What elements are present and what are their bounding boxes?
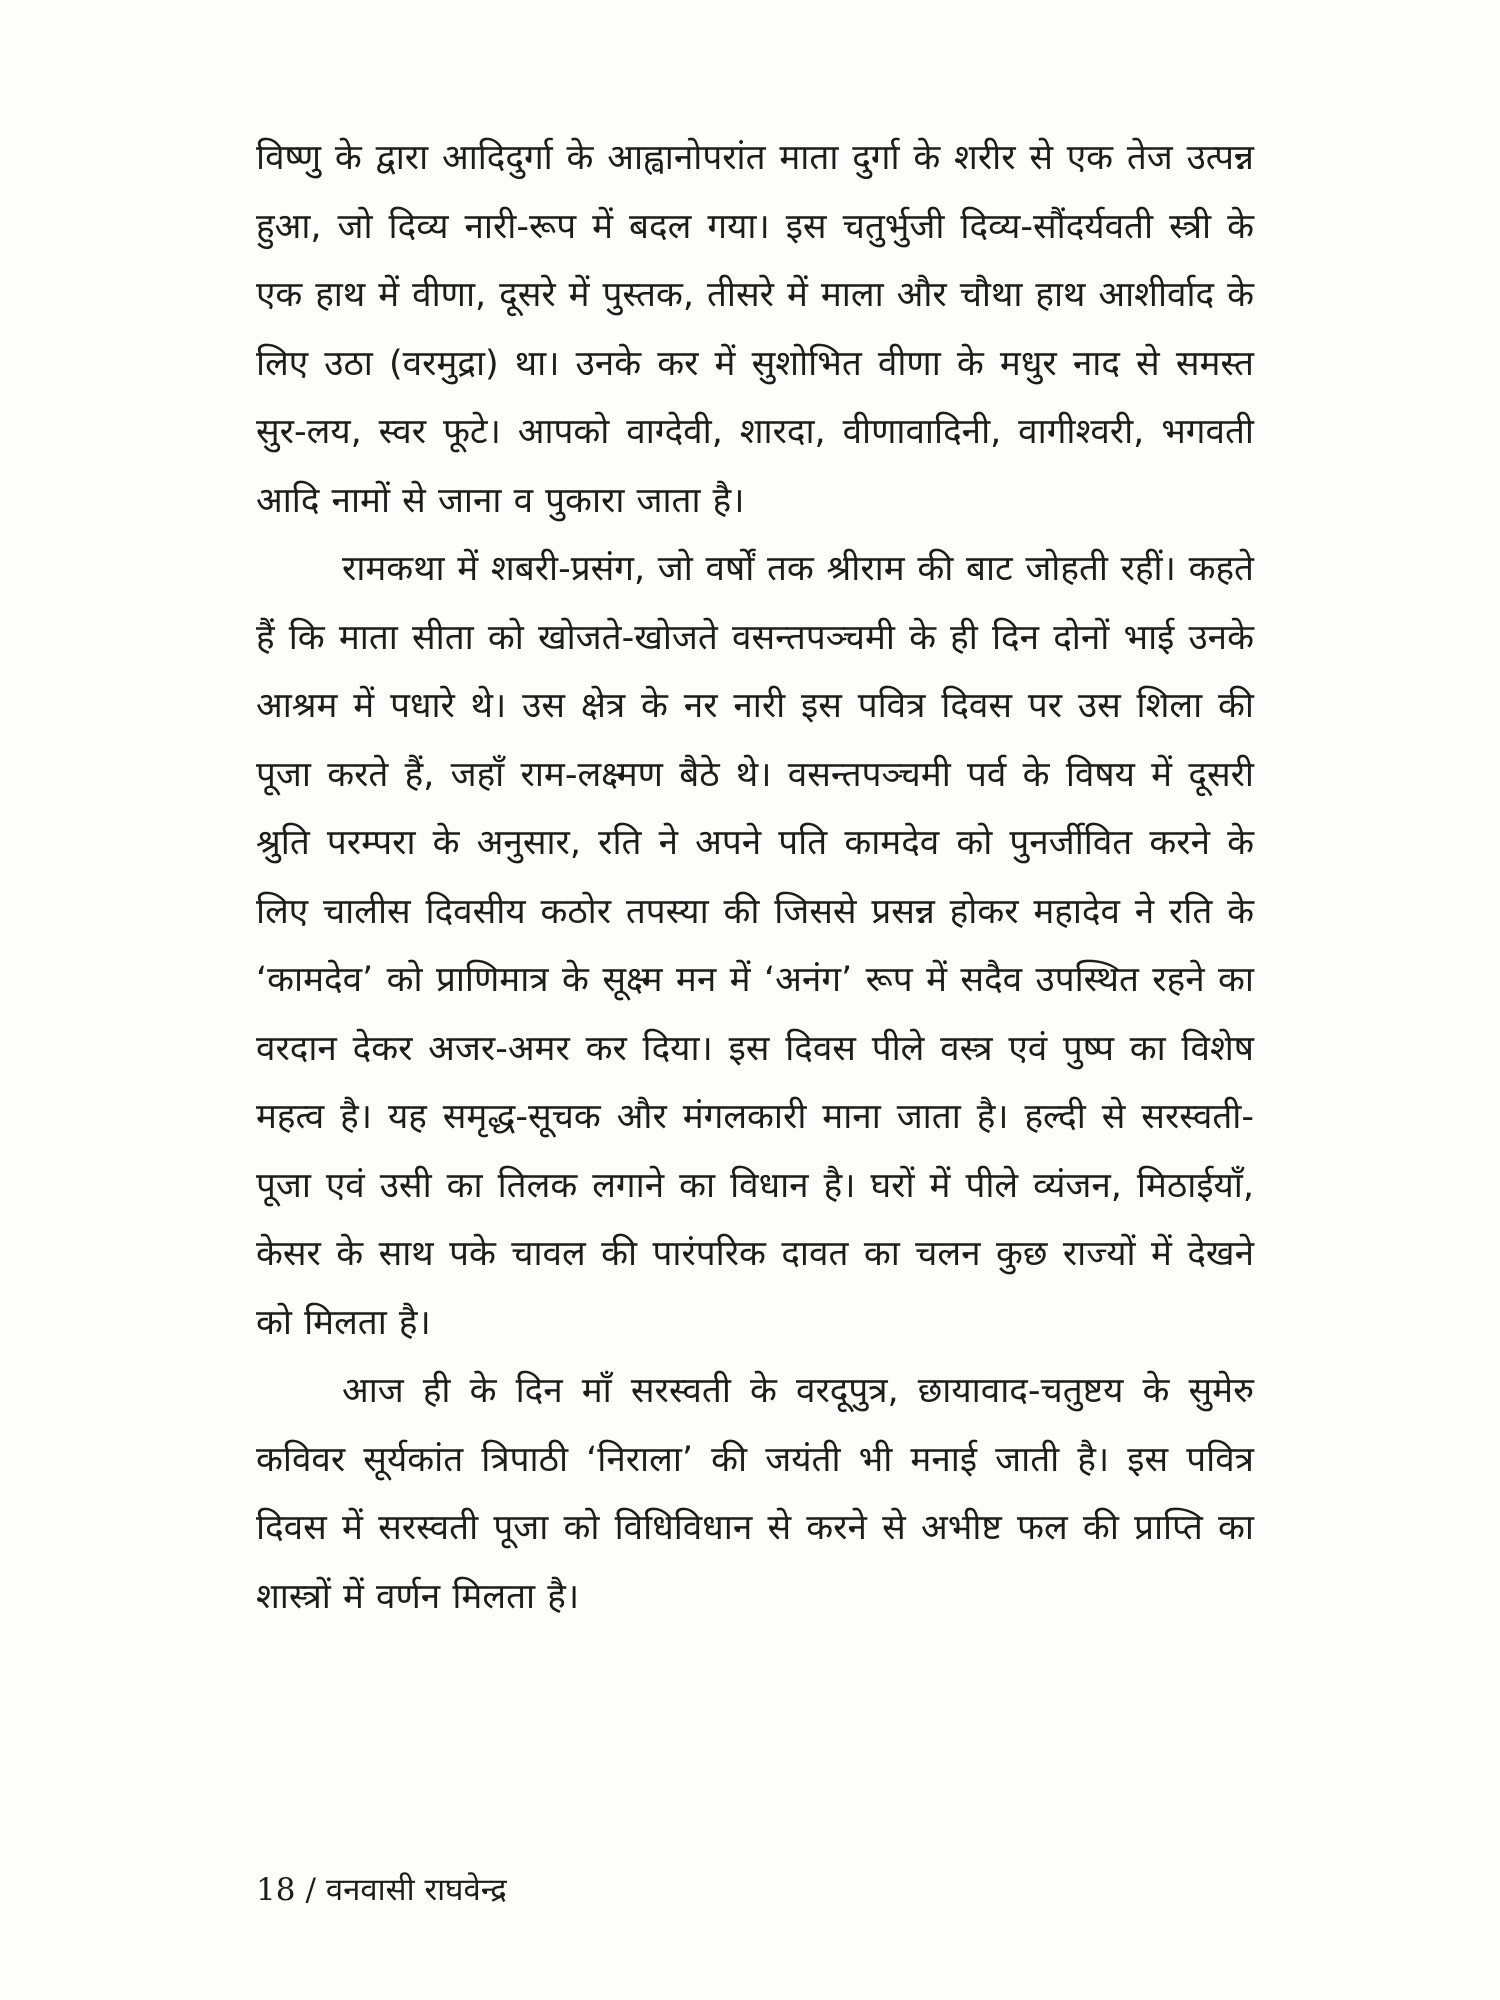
paragraph-3: आज ही के दिन माँ सरस्वती के वरदूपुत्र, छायावाद-चतुष्टय के सुमेरु कविवर सूर्यकांत त्रिपाठी ‘निराला’ की जयंती भी मनाई जाती है। इस पवित्र दिवस में सरस्वती पूजा को विधिविधान से करने से अभीष्ट फल की प्राप्ति का शास्त्रों में वर्णन मिलता है।	[256, 1371, 1254, 1617]
body-text	[256, 124, 1254, 1631]
paragraph-2: रामकथा में शबरी-प्रसंग, जो वर्षों तक श्रीराम की बाट जोहती रहीं। कहते हैं कि माता सीता को खोजते-खोजते वसन्तपञ्चमी के ही दिन दोनों भाई उनके आश्रम में पधारे थे। उस क्षेत्र के नर नारी इस पवित्र दिवस पर उस शिला की पूजा करते हैं, जहाँ राम-लक्ष्मण बैठे थे। वसन्तपञ्चमी पर्व के विषय में दूसरी श्रुति परम्परा के अनुसार, रति ने अपने पति कामदेव को पुनर्जीवित करने के लिए चालीस दिवसीय कठोर तपस्या की जिससे प्रसन्न होकर महादेव ने रति के ‘कामदेव’ को प्राणिमात्र के सूक्ष्म मन में ‘अनंग’ रूप में सदैव उपस्थित रहने का वरदान देकर अजर-अमर कर दिया। इस दिवस पीले वस्त्र एवं पुष्प का विशेष महत्व है। यह समृद्ध-सूचक और मंगलकारी माना जाता है। हल्दी से सरस्वती-पूजा एवं उसी का तिलक लगाने का विधान है। घरों में पीले व्यंजन, मिठाईयाँ, केसर के साथ पके चावल की पारंपरिक दावत का चलन कुछ राज्यों में देखने को मिलता है।	[256, 549, 1254, 1343]
book-title: वनवासी राघवेन्द्र	[325, 1872, 507, 1908]
footer-separator: /	[305, 1872, 316, 1908]
page-number: 18	[256, 1872, 296, 1908]
paragraph-1: विष्णु के द्वारा आदिदुर्गा के आह्वानोपरांत माता दुर्गा के शरीर से एक तेज उत्पन्न हुआ, जो दिव्य नारी-रूप में बदल गया। इस चतुर्भुजी दिव्य-सौंदर्यवती स्त्री के एक हाथ में वीणा, दूसरे में पुस्तक, तीसरे में माला और चौथा हाथ आशीर्वाद के लिए उठा (वरमुद्रा) था। उनके कर में सुशोभित वीणा के मधुर नाद से समस्त सुर-लय, स्वर फूटे। आपको वाग्देवी, शारदा, वीणावादिनी, वागीश्वरी, भगवती आदि नामों से जाना व पुकारा जाता है।	[256, 138, 1254, 521]
page-footer	[256, 1868, 507, 1912]
